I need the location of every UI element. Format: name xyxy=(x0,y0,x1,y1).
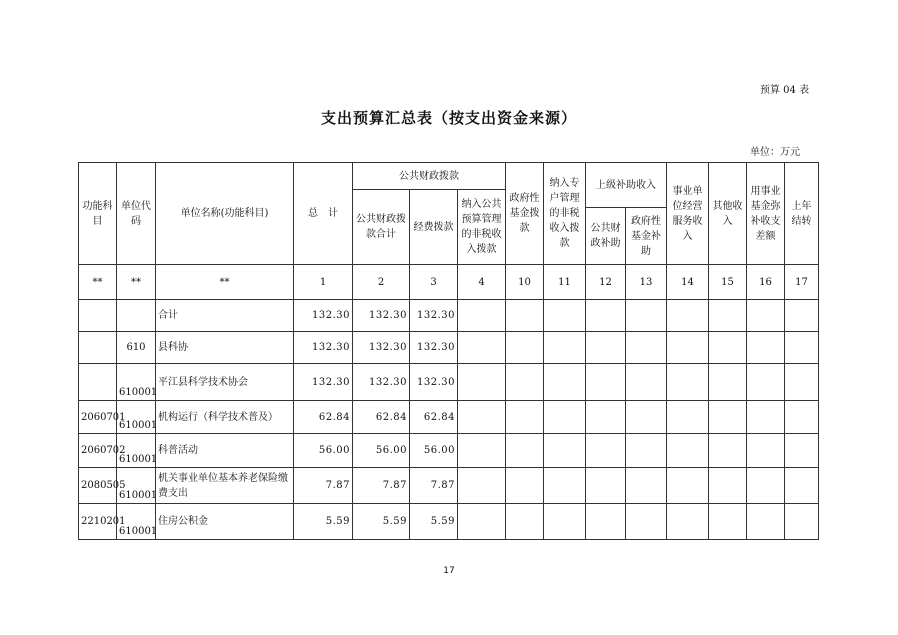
unit-name-cell: 科普活动 xyxy=(156,434,294,468)
unit-name-cell: 机构运行（科学技术普及） xyxy=(156,401,294,434)
total-cell: 132.30 xyxy=(294,332,353,364)
page-title: 支出预算汇总表（按支出资金来源） xyxy=(320,109,577,127)
funds-cell: 5.59 xyxy=(410,504,458,540)
index-cell: ** xyxy=(156,265,294,300)
table-row xyxy=(79,468,819,504)
public-total-cell: 132.30 xyxy=(353,332,410,364)
funds-cell: 132.30 xyxy=(410,300,458,332)
col-gov-fund: 政府性基金拨款 xyxy=(506,163,544,265)
total-cell: 132.30 xyxy=(294,364,353,401)
col-public-fiscal: 公共财政拨款 xyxy=(353,163,506,190)
col-public-fiscal-subsidy: 公共财政补助 xyxy=(586,208,626,265)
col-gov-fund-subsidy: 政府性基金补助 xyxy=(626,208,667,265)
col-funds: 经费拨款 xyxy=(410,190,458,265)
index-cell: 1 xyxy=(294,265,353,300)
unit-code-cell: 610001 xyxy=(117,364,156,401)
col-public-fiscal-total: 公共财政拨款合计 xyxy=(353,190,410,265)
funds-cell: 62.84 xyxy=(410,401,458,434)
table-row xyxy=(79,434,819,468)
func-code-cell: 2060701 xyxy=(79,401,117,434)
public-total-cell: 5.59 xyxy=(353,504,410,540)
table-row xyxy=(79,332,819,364)
col-func-code: 功能科目 xyxy=(79,163,117,265)
col-business-service: 事业单位经营服务收入 xyxy=(667,163,709,265)
unit-name-cell: 机关事业单位基本养老保险缴费支出 xyxy=(156,468,294,504)
index-cell: 4 xyxy=(458,265,506,300)
col-total: 总 计 xyxy=(294,163,353,265)
table-row xyxy=(79,504,819,540)
unit-name-cell: 住房公积金 xyxy=(156,504,294,540)
func-code-cell: 2060702 xyxy=(79,434,117,468)
index-cell: 15 xyxy=(709,265,747,300)
index-row xyxy=(79,265,819,300)
total-cell: 7.87 xyxy=(294,468,353,504)
index-cell: 16 xyxy=(747,265,785,300)
header-row-1 xyxy=(79,163,819,190)
index-cell: 12 xyxy=(586,265,626,300)
unit-name-cell: 平江县科学技术协会 xyxy=(156,364,294,401)
funds-cell: 56.00 xyxy=(410,434,458,468)
table-row xyxy=(79,401,819,434)
public-total-cell: 132.30 xyxy=(353,300,410,332)
total-cell: 5.59 xyxy=(294,504,353,540)
funds-cell: 132.30 xyxy=(410,364,458,401)
public-total-cell: 62.84 xyxy=(353,401,410,434)
func-code-cell: 2210201 xyxy=(79,504,117,540)
unit-code-cell: 610 xyxy=(117,332,156,364)
public-total-cell: 7.87 xyxy=(353,468,410,504)
table-code: 预算 04 表 xyxy=(760,85,810,96)
unit-code-cell xyxy=(117,300,156,332)
public-total-cell: 132.30 xyxy=(353,364,410,401)
unit-code-cell: 610001 xyxy=(117,468,156,504)
total-cell: 56.00 xyxy=(294,434,353,468)
col-fund-makeup: 用事业基金弥补收支差额 xyxy=(747,163,785,265)
unit-label: 单位：万元 xyxy=(750,147,800,158)
unit-code-cell: 610001 xyxy=(117,504,156,540)
table-row xyxy=(79,300,819,332)
index-cell: ** xyxy=(79,265,117,300)
func-code-cell xyxy=(79,300,117,332)
page-number: 17 xyxy=(443,566,455,576)
public-total-cell: 56.00 xyxy=(353,434,410,468)
total-cell: 62.84 xyxy=(294,401,353,434)
table-row xyxy=(79,364,819,401)
col-special-nontax: 纳入专户管理的非税收入拨款 xyxy=(544,163,586,265)
col-other-income: 其他收入 xyxy=(709,163,747,265)
index-cell: 17 xyxy=(785,265,819,300)
funds-cell: 7.87 xyxy=(410,468,458,504)
index-cell: 14 xyxy=(667,265,709,300)
unit-name-cell: 合计 xyxy=(156,300,294,332)
func-code-cell: 2080505 xyxy=(79,468,117,504)
index-cell: 10 xyxy=(506,265,544,300)
index-cell: 3 xyxy=(410,265,458,300)
unit-name-cell: 县科协 xyxy=(156,332,294,364)
func-code-cell xyxy=(79,364,117,401)
index-cell: 11 xyxy=(544,265,586,300)
unit-code-cell: 610001 xyxy=(117,401,156,434)
unit-code-cell: 610001 xyxy=(117,434,156,468)
funds-cell: 132.30 xyxy=(410,332,458,364)
func-code-cell xyxy=(79,332,117,364)
index-cell: 2 xyxy=(353,265,410,300)
index-cell: 13 xyxy=(626,265,667,300)
col-public-budget-nontax: 纳入公共预算管理的非税收入拨款 xyxy=(458,190,506,265)
index-cell: ** xyxy=(117,265,156,300)
total-cell: 132.30 xyxy=(294,300,353,332)
col-upper-subsidy: 上级补助收入 xyxy=(586,163,667,208)
col-unit-name: 单位名称(功能科目) xyxy=(156,163,294,265)
budget-table xyxy=(78,162,819,540)
col-unit-code: 单位代码 xyxy=(117,163,156,265)
col-last-year: 上年结转 xyxy=(785,163,819,265)
